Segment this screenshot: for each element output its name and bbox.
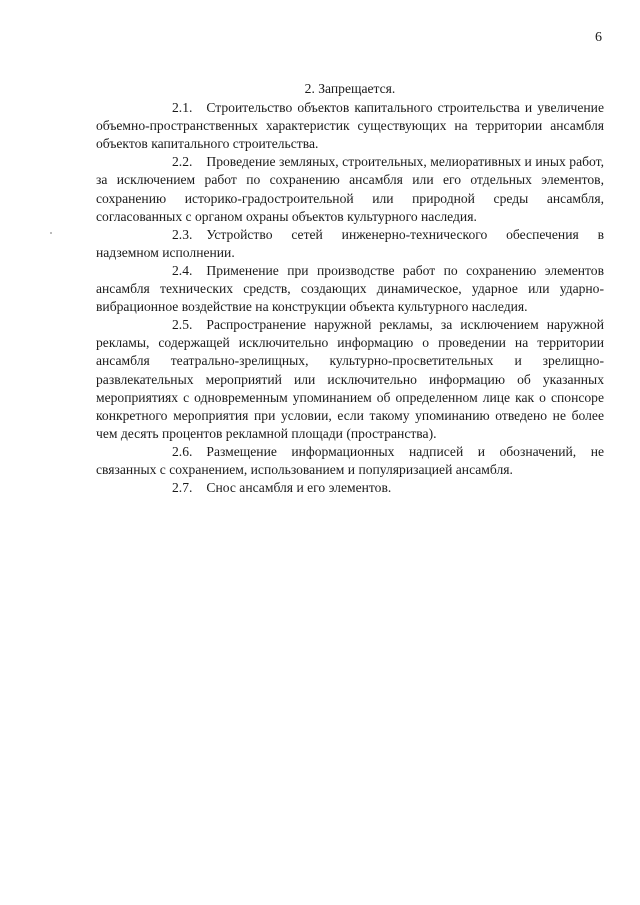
clause-text: Строительство объектов капитального строительства и увеличение объемно-пространственных характеристик существующих на территории ансамбля объектов капитального строительства. [96, 100, 604, 152]
clause-number: 2.5. [172, 317, 193, 333]
clause-2-1 [96, 99, 604, 153]
clause-text: Размещение информационных надписей и обозначений, не связанных с сохранением, использованием и популяризацией ансамбля. [96, 443, 604, 477]
clause-text: Распространение наружной рекламы, за исключением наружной рекламы, содержащей исключительно информацию о проведении на территории ансамбля театрально-зрелищных, культурно-просветительных и зрелищно-развлекательных мероприятий или исключительно информацию об указанных мероприятиях с одновременным упоминанием об определенном лице как о спонсоре конкретного мероприятия при условии, если такому упоминанию отведено не более чем десять процентов рекламной площади (пространства). [96, 317, 604, 441]
clause-text: Применение при производстве работ по сохранению элементов ансамбля технических средств, создающих динамическое, ударное или ударно-вибрационное воздействие на конструкции объекта культурного наследия. [96, 262, 604, 315]
page-number: 6 [595, 30, 602, 45]
clause-text: Проведение земляных, строительных, мелиоративных и иных работ, за исключением работ по сохранению ансамбля или его отдельных элементов, сохранению историко-градостроительной или природной среды ансамбля, согласованных с органом охраны объектов культурного наследия. [96, 154, 604, 224]
clause-text: Снос ансамбля и его элементов. [206, 480, 392, 496]
clause-text: Устройство сетей инженерно-технического обеспечения в надземном исполнении. [96, 226, 604, 260]
clause-2-5 [96, 316, 604, 443]
scan-artifact [50, 232, 52, 234]
clause-number: 2.7. [172, 480, 193, 496]
clause-number: 2.4. [172, 262, 193, 278]
clause-2-4 [96, 262, 604, 316]
document-body [96, 80, 604, 497]
clause-number: 2.2. [172, 154, 193, 170]
section-heading: 2. Запрещается. [304, 81, 396, 96]
clause-2-3 [96, 226, 604, 262]
clause-2-2 [96, 153, 604, 225]
clause-number: 2.1. [172, 100, 193, 116]
clause-number: 2.6. [172, 443, 193, 459]
clause-2-6 [96, 443, 604, 479]
clause-number: 2.3. [172, 226, 193, 242]
clause-2-7 [96, 479, 604, 497]
